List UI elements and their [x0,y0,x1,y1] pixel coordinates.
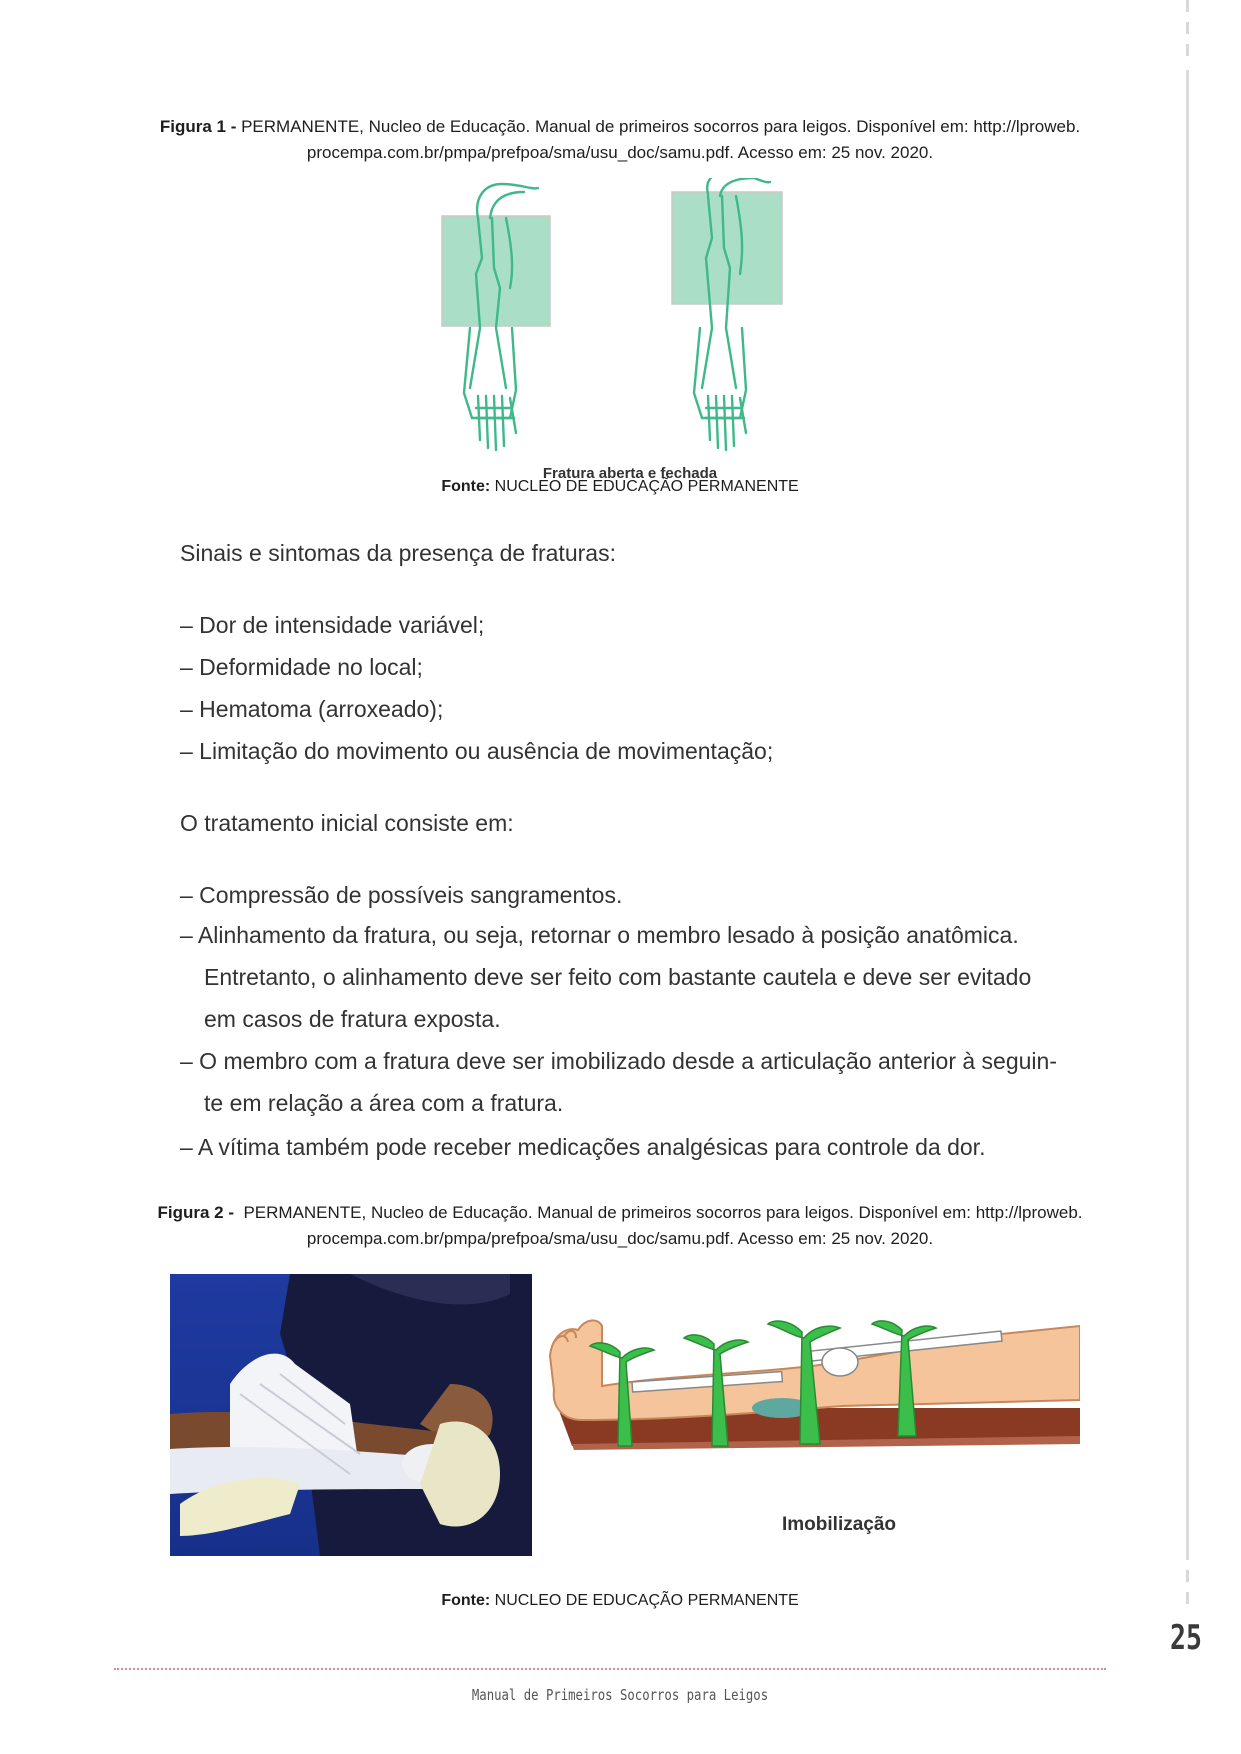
left-arm-drawing [442,184,550,450]
treatment-item-3-line-1: – O membro com a fratura deve ser imobilizado desde a articulação anterior à seguin- [180,1048,1057,1074]
treatment-item-3-line-2: te em relação a área com a fratura. [204,1090,564,1116]
signs-heading: Sinais e sintomas da presença de fraturas: [180,540,616,566]
margin-rule [1186,0,1190,1630]
figure-2-caption-line-1: PERMANENTE, Nucleo de Educação. Manual de primeiros socorros para leigos. Disponível em: http://lproweb. [243,1203,1083,1222]
figure-2-caption-line-2: procempa.com.br/pmpa/prefpoa/sma/usu_doc/samu.pdf. Acesso em: 25 nov. 2020. [306,1229,934,1248]
figure-1-label: Figura 1 - [159,117,237,136]
treatment-item-2-line-3: em casos de fratura exposta. [204,1006,501,1032]
signs-item-4: – Limitação do movimento ou ausência de movimentação; [180,738,774,764]
figure-1-fracture-illustration [420,178,840,478]
treatment-item-1: – Compressão de possíveis sangramentos. [180,882,623,908]
right-arm-drawing [672,178,782,450]
signs-item-1: – Dor de intensidade variável; [180,612,485,638]
signs-item-3: – Hematoma (arroxeado); [180,696,444,722]
figure-2-source [110,1592,1130,1610]
treatment-item-2-line-2: Entretanto, o alinhamento deve ser feito com bastante cautela e deve ser evitado [204,964,1032,990]
figure-2-caption [110,1200,1130,1252]
figure-2-image-label: Imobilização [782,1514,897,1535]
figure-1-caption-line-2: procempa.com.br/pmpa/prefpoa/sma/usu_doc/samu.pdf. Acesso em: 25 nov. 2020. [306,143,934,162]
figure-2-source-label: Fonte: [441,1592,491,1609]
figure-1-source-label: Fonte: [441,478,491,495]
treatment-item-2-line-1: – Alinhamento da fratura, ou seja, retornar o membro lesado à posição anatômica. [180,922,1019,948]
footer-divider [114,1668,1106,1670]
footer-title: Manual de Primeiros Socorros para Leigos [471,1686,769,1704]
page-number: 25 [1170,1618,1202,1658]
figure-1-caption [110,114,1130,166]
treatment-item-3 [180,1040,1126,1124]
signs-item-2: – Deformidade no local; [180,654,423,680]
figure-2-label: Figura 2 - [157,1203,234,1222]
treatment-item-4: – A vítima também pode receber medicações analgésicas para controle da dor. [180,1134,986,1160]
figure-1-image-label: Fratura aberta e fechada [542,465,718,479]
treatment-item-2 [180,914,1126,1040]
figure-2-source-text: NUCLEO DE EDUCAÇÃO PERMANENTE [494,1592,799,1609]
figure-1-caption-line-1: PERMANENTE, Nucleo de Educação. Manual de primeiros socorros para leigos. Disponível em: http://lproweb. [241,117,1081,136]
figure-1-source [110,478,1130,496]
figure-1-source-text: NUCLEO DE EDUCAÇÃO PERMANENTE [494,478,799,495]
treatment-heading: O tratamento inicial consiste em: [180,810,514,836]
figure-2-bandage-photo [170,1274,532,1556]
